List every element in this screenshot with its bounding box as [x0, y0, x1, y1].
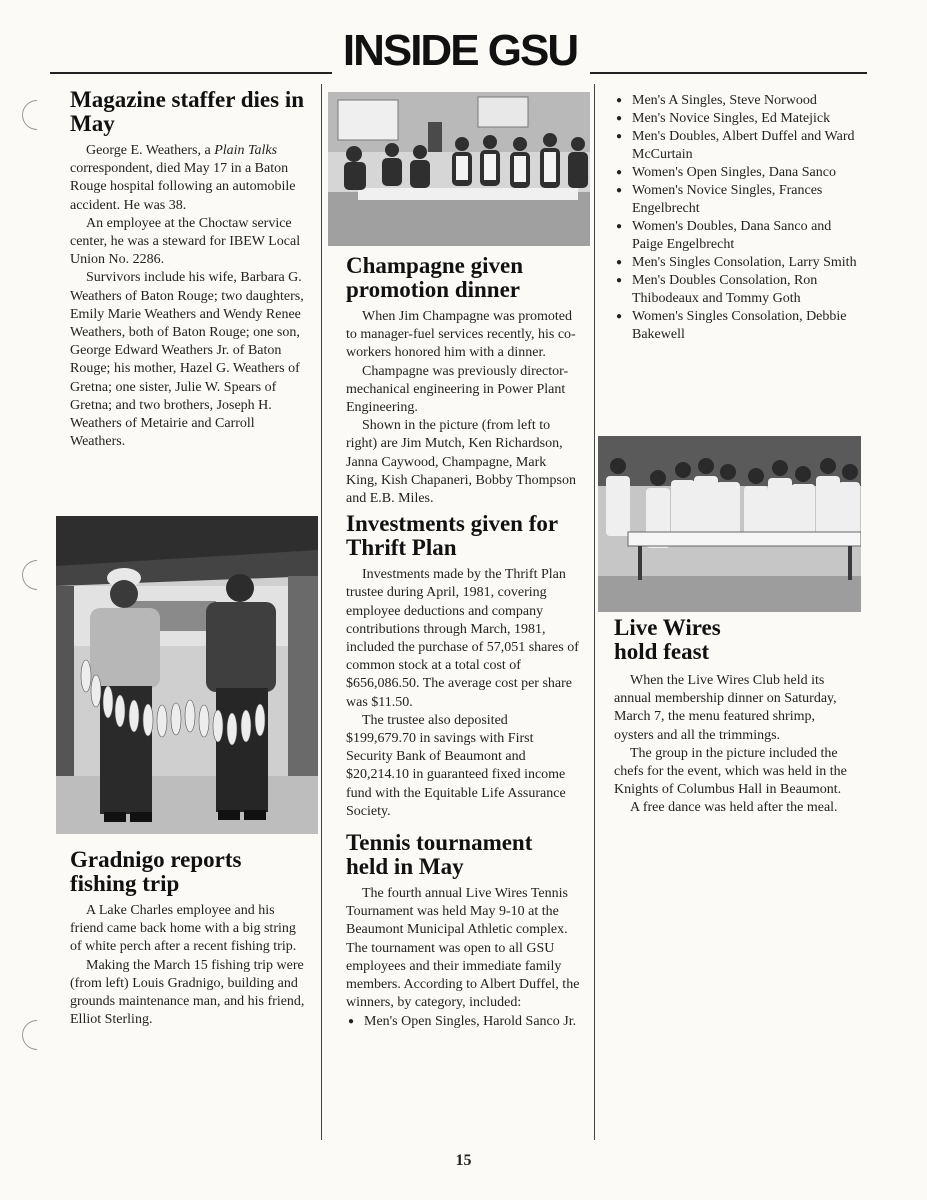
story-paragraph: The group in the picture included the chefs for the event, which was held in the Knights of Columbus Hall in Beaumont. — [614, 745, 847, 798]
list-item: ● Women's Open Singles, Dana Sanco — [614, 164, 858, 182]
list-item: ● Women's Novice Singles, Frances Engelbrecht — [614, 182, 858, 218]
column-rule-1 — [321, 84, 322, 1140]
headline-gradnigo-fishing: Gradnigo reports fishing trip — [70, 847, 242, 896]
headline-champagne-promotion: Champagne given promotion dinner — [346, 253, 523, 302]
dinner-photo-image — [328, 92, 590, 246]
story-paragraph: When Jim Champagne was promoted to manager-fuel services recently, his co-workers honored him with a dinner. — [346, 309, 576, 361]
col3-winners-continued — [614, 92, 858, 344]
headline-magazine-staffer: Magazine staffer dies in May — [70, 87, 305, 136]
story-paragraph: The fourth annual Live Wires Tennis Tournament was held May 9-10 at the Beaumont Municipal Athletic complex. The tournament was open to all GSU employees and their immediate family members. According to Albert Duffel, the winners, by category, included: — [346, 886, 580, 1011]
headline-tennis-tournament: Tennis tournament held in May — [346, 830, 533, 880]
photo-live-wires-feast — [598, 436, 861, 612]
story-paragraph: Shown in the picture (from left to right) are Jim Mutch, Ken Richardson, Janna Caywood, Champagne, Mark King, Kish Chapaneri, Bobby Thompson and E.B. Miles. — [346, 418, 576, 507]
list-item: ● Women's Singles Consolation, Debbie Bakewell — [614, 308, 858, 344]
page-number: 15 — [455, 1152, 472, 1169]
col1-story-fishing — [70, 848, 310, 1029]
list-item: ● Women's Doubles, Dana Sanco and Paige Engelbrecht — [614, 218, 858, 254]
story-paragraph: An employee at the Choctaw service center, he was a steward for IBEW Local Union No. 2286. — [70, 215, 301, 268]
story-paragraph: A Lake Charles employee and his friend came back home with a big string of white perch after a recent fishing trip. — [70, 903, 297, 955]
winners-list-continued — [614, 92, 858, 344]
list-item: ● Men's Novice Singles, Ed Matejick — [614, 110, 858, 128]
binder-hole — [16, 554, 58, 596]
story-paragraph: The trustee also deposited $199,679.70 in savings with First Security Bank of Beaumont and $20,214.10 in guaranteed fixed income fund with the Equitable Life Assurance Society. — [346, 712, 566, 819]
binder-hole — [16, 94, 58, 136]
story-paragraph: Survivors include his wife, Barbara G. Weathers of Baton Rouge; two daughters, Emily Marie Weathers and Wendy Renee Weathers, both of Baton Rouge; one son, George Edward Weathers Jr. of Baton Rouge; his mother, Hazel G. Weathers of Gretna; one sister, Julie W. Spears of Gretna; and two brothers, Joseph H. Weathers of Metairie and Carroll Weathers. — [70, 270, 304, 450]
masthead — [0, 22, 927, 82]
winners-list — [346, 1013, 580, 1031]
list-item: ● Men's Singles Consolation, Larry Smith — [614, 254, 858, 272]
col3-story-live-wires — [614, 616, 858, 818]
col2-story-champagne — [346, 254, 580, 1031]
story-paragraph: Making the March 15 fishing trip were (from left) Louis Gradnigo, building and grounds maintenance man, and his friend, Elliot Sterling. — [70, 957, 305, 1028]
photo-champagne-dinner — [328, 92, 590, 246]
story-paragraph: A free dance was held after the meal. — [630, 800, 838, 816]
column-rule-2 — [594, 84, 595, 1140]
binder-hole — [16, 1014, 58, 1056]
fishing-photo-image — [56, 516, 318, 834]
headline-live-wires-feast: Live Wires hold feast — [614, 615, 721, 664]
photo-fishing-trip — [56, 516, 318, 834]
headline-investments-thrift: Investments given for Thrift Plan — [346, 511, 558, 561]
col1-story-staffer — [70, 88, 310, 451]
list-item: ● Men's Open Singles, Harold Sanco Jr. — [346, 1013, 580, 1031]
masthead-rule-left — [50, 72, 332, 74]
masthead-title: INSIDE GSU — [342, 26, 578, 75]
story-paragraph: When the Live Wires Club held its annual membership dinner on Saturday, March 7, the menu featured shrimp, oysters and all the trimmings. — [614, 673, 837, 743]
masthead-rule-right — [590, 72, 867, 74]
list-item: ● Men's Doubles, Albert Duffel and Ward McCurtain — [614, 128, 858, 164]
story-paragraph: George E. Weathers, a Plain Talks correspondent, died May 17 in a Baton Rouge hospital following an automobile accident. He was 38. — [70, 143, 296, 213]
list-item: ● Men's A Singles, Steve Norwood — [614, 92, 858, 110]
story-paragraph: Investments made by the Thrift Plan trustee during April, 1981, covering employee deductions and company contributions through March, 1981, included the purchase of 57,051 shares of common stock at a total cost of $656,086.50. The average cost per share was $11.50. — [346, 567, 579, 710]
feast-photo-image — [598, 436, 861, 612]
list-item: ● Men's Doubles Consolation, Ron Thibodeaux and Tommy Goth — [614, 272, 858, 308]
story-paragraph: Champagne was previously director-mechanical engineering in Power Plant Engineering. — [346, 363, 569, 416]
